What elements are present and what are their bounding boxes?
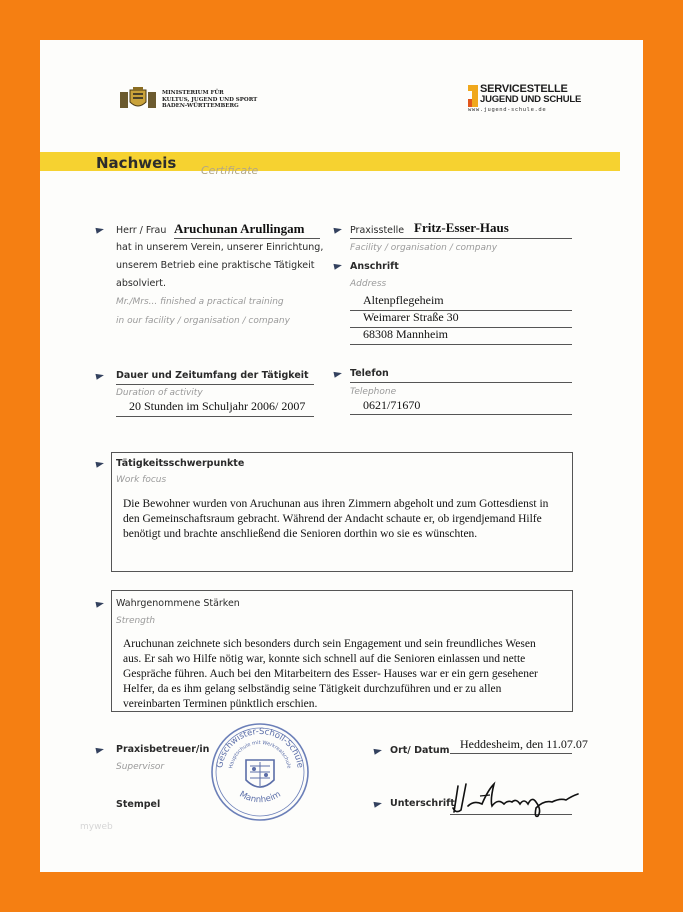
praxisstelle-label: Praxisstelle	[350, 225, 405, 236]
dauer-rule-1	[116, 384, 314, 385]
page-title: Nachweis	[96, 154, 177, 172]
anschrift-line-3: 68308 Mannheim	[363, 327, 448, 341]
strength-line-3: Gespräche führen. Auch bei den Mitarbeitern des Esser- Hauses war er ein gern gesehener	[123, 668, 538, 680]
work-focus-sub: Work focus	[116, 475, 167, 485]
person-label: Herr / Frau	[116, 225, 167, 236]
servicestelle-mark-icon	[468, 85, 478, 107]
bullet-icon	[95, 226, 104, 234]
work-focus-line-3: benötigt und brachte anschließend die Senioren dorthin wo sie es wünschten.	[123, 528, 478, 540]
coat-of-arms-icon	[118, 86, 158, 112]
bullet-icon	[95, 746, 104, 754]
anschrift-label: Anschrift	[350, 261, 399, 272]
ministry-line-3: BADEN-WÜRTTEMBERG	[162, 103, 239, 109]
work-focus-line-2: den Gemeinschaftsraum gebracht. Während der Andacht schaute er, ob irgendjemand Hilfe	[123, 513, 542, 525]
strength-text	[123, 637, 568, 712]
page-subtitle: Certificate	[201, 164, 259, 177]
servicestelle-logo	[468, 84, 618, 114]
dauer-label: Dauer und Zeitumfang der Tätigkeit	[116, 370, 309, 381]
seal-ring-bottom: Mannheim	[237, 789, 283, 806]
telefon-rule-2	[350, 414, 572, 415]
handwritten-signature	[452, 778, 582, 818]
praxisstelle-line	[350, 238, 572, 239]
seal-ring-inner: Hauptschule mit Werkrealschule	[228, 739, 292, 770]
place-date-value: Heddesheim, den 11.07.07	[460, 737, 588, 751]
anschrift-sub: Address	[350, 279, 387, 289]
bullet-icon	[373, 747, 382, 755]
person-line-1: hat in unserem Verein, unserer Einrichtung,	[116, 242, 324, 253]
person-name: Aruchunan Arullingam	[174, 221, 305, 236]
bullet-icon	[333, 226, 342, 234]
certificate-paper	[40, 40, 643, 872]
stamp-label: Stempel	[116, 799, 161, 810]
school-seal	[208, 720, 312, 824]
praxisstelle-value: Fritz-Esser-Haus	[414, 220, 509, 235]
place-date-line	[450, 753, 572, 754]
supervisor-label: Praxisbetreuer/in	[116, 744, 210, 755]
strength-line-1: Aruchunan zeichnete sich besonders durch sein Engagement und sein freundliches Wesen	[123, 638, 536, 650]
anschrift-line-2: Weimarer Straße 30	[363, 310, 459, 324]
ministry-logo	[118, 86, 268, 112]
dauer-sub: Duration of activity	[116, 388, 203, 398]
person-line-3: absolviert.	[116, 278, 167, 289]
servicestelle-line-1: SERVICESTELLE	[480, 83, 568, 95]
supervisor-sub: Supervisor	[116, 762, 165, 772]
bullet-icon	[333, 262, 342, 270]
person-sub-1: Mr./Mrs... finished a practical training	[116, 297, 284, 307]
bullet-icon	[95, 600, 104, 608]
ministry-line-2: KULTUS, JUGEND UND SPORT	[162, 96, 258, 103]
strength-line-2: aus. Er sah wo Hilfe nötig war, konnte sich schnell auf die Senioren einlassen und nette	[123, 653, 526, 665]
dauer-rule-2	[116, 416, 314, 417]
dauer-value: 20 Stunden im Schuljahr 2006/ 2007	[129, 399, 306, 413]
seal-ring-top: Geschwister-Scholl-Schule	[215, 726, 305, 769]
work-focus-label: Tätigkeitsschwerpunkte	[116, 458, 245, 469]
seal-icon	[208, 720, 312, 824]
telefon-label: Telefon	[350, 368, 389, 379]
anschrift-rule-3	[350, 344, 572, 345]
telefon-rule-1	[350, 382, 572, 383]
bullet-icon	[95, 460, 104, 468]
signature-label: Unterschrift	[390, 798, 455, 809]
person-line-2: unserem Betrieb eine praktische Tätigkeit	[116, 260, 315, 271]
praxisstelle-sub: Facility / organisation / company	[350, 243, 498, 253]
strength-label: Wahrgenommene Stärken	[116, 598, 240, 609]
person-text	[116, 239, 336, 293]
work-focus-text	[123, 497, 568, 542]
bullet-icon	[95, 372, 104, 380]
strength-line-4: Helfer, da es ihm gelang selbständig seine Tätigkeit durchzuführen und er zu allen	[123, 683, 502, 695]
bullet-icon	[333, 370, 342, 378]
strength-sub: Strength	[116, 616, 156, 626]
work-focus-line-1: Die Bewohner wurden von Aruchunan aus ihren Zimmern abgeholt und zum Gottesdienst in	[123, 498, 549, 510]
telefon-sub: Telephone	[350, 387, 397, 397]
servicestelle-line-2: JUGEND UND SCHULE	[480, 94, 582, 105]
anschrift-line-1: Altenpflegeheim	[363, 293, 444, 307]
place-date-label: Ort/ Datum	[390, 745, 450, 756]
watermark: myweb	[80, 822, 113, 832]
svg-text:Mannheim	[237, 790, 282, 806]
person-sub-2: in our facility / organisation / company	[116, 316, 290, 326]
telefon-value: 0621/71670	[363, 398, 421, 412]
bullet-icon	[373, 800, 382, 808]
ministry-line-1: MINISTERIUM FÜR	[162, 90, 224, 96]
servicestelle-url: www.jugend-schule.de	[468, 107, 547, 113]
strength-line-5: vereinbarten Terminen pünktlich erschien.	[123, 698, 318, 710]
